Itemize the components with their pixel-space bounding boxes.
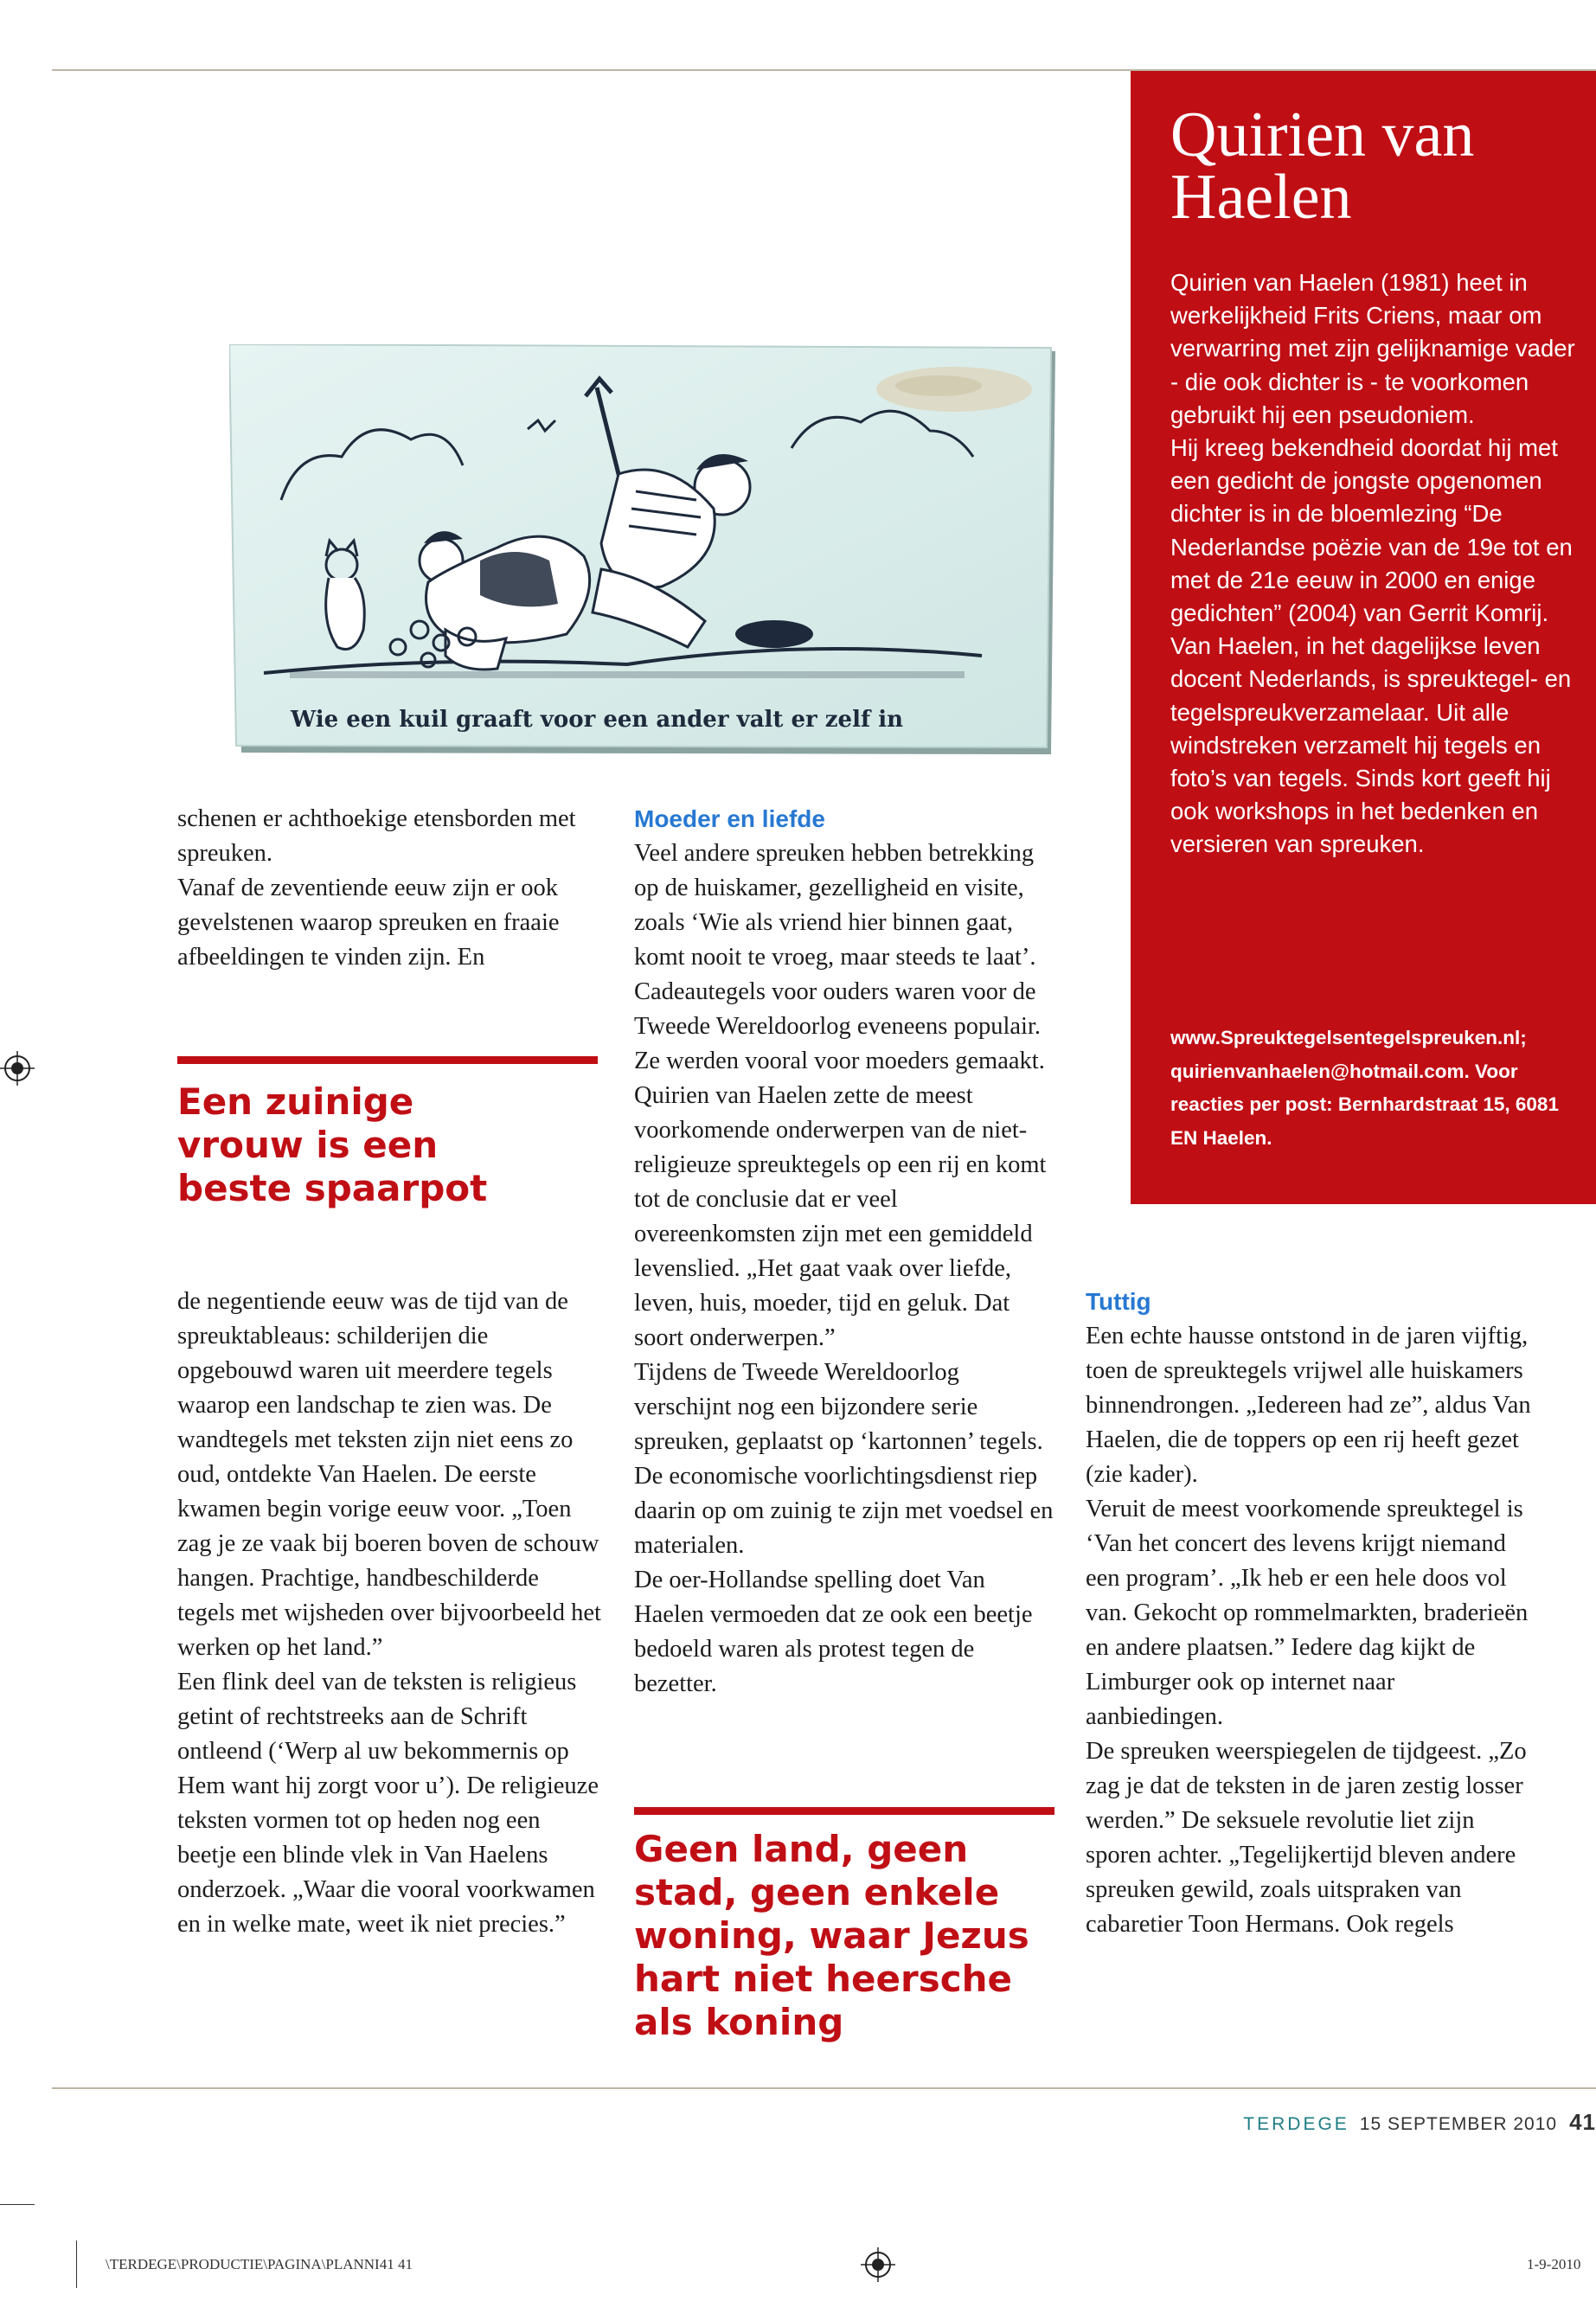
- subhead-moeder-en-liefde: Moeder en liefde: [634, 805, 825, 832]
- column-3: [1086, 1285, 1535, 1942]
- body-paragraph: Veruit de meest voorkomende spreuktegel is ‘Van het concert des levens krijgt niemand een program’. „Ik heb er een hele doos vol van. Gekocht op rommelmarkten, braderieën en andere plaatsen.” Iedere dag kijkt de Limburger ook op internet naar aanbiedingen.: [1086, 1496, 1529, 1730]
- body-paragraph: Veel andere spreuken hebben betrekking op de huiskamer, gezelligheid en visite, zoals ‘Wie als vriend hier binnen gaat, komt nooit te vroeg, maar steeds te laat’. Cadeautegels voor ouders waren voor de Tweede Wereldoorlog eveneens populair. Ze werden vooral voor moeders gemaakt. Quirien van Haelen zette de meest voorkomende onderwerpen van de niet-religieuze spreuktegels op een rij en komt tot de conclusie dat er veel overeenkomsten zijn met een gemiddeld levenslied. „Het gaat vaak over liefde, leven, huis, moeder, tijd en geluk. Dat soort onderwerpen.”: [634, 840, 1047, 1351]
- body-paragraph: Tijdens de Tweede Wereldoorlog verschijnt nog een bijzondere serie spreuken, geplaatst op ‘kartonnen’ tegels. De economische voorlichtingsdienst riep daarin op om zuinig te zijn met voedsel en materialen.: [634, 1359, 1054, 1559]
- page-folio: [1176, 2109, 1596, 2136]
- column-2: [634, 802, 1058, 1702]
- slug-date: 1-9-2010: [1527, 2256, 1581, 2272]
- sidebar-body: [1170, 266, 1577, 862]
- body-paragraph: De oer-Hollandse spelling doet Van Haelen vermoeden dat ze ook een beetje bedoeld waren als protest tegen de bezetter.: [634, 1567, 1033, 1697]
- column-1-top: [177, 802, 601, 975]
- registration-mark-icon: [0, 1051, 35, 1086]
- crop-mark: [76, 2240, 77, 2288]
- pullquote-1: Een zuinige vrouw is een beste spaarpot: [177, 1080, 488, 1209]
- magazine-name: TERDEGE: [1243, 2114, 1349, 2134]
- body-paragraph: Een echte hausse ontstond in de jaren vijftig, toen de spreuktegels vrijwel alle huiskamers binnendrongen. „Iedereen had ze”, aldus Van Haelen, die de toppers op een rij heeft gezet (zie kader).: [1086, 1323, 1531, 1488]
- column-1-bottom: [177, 1285, 601, 1942]
- body-paragraph: Een flink deel van de teksten is religieus getint of rechtstreeks aan de Schrift ontleend (‘Werp al uw bekommernis op Hem want hij zorgt voor u’). De religieuze teksten vormen tot op heden nog een beetje een blinde vlek in Van Haelens onderzoek. „Waar die vooral voorkwamen en in welke mate, weet ik niet precies.”: [177, 1669, 599, 1938]
- page-number: 41: [1569, 2109, 1596, 2135]
- pullquote-2: Geen land, geen stad, geen enkele woning, waar Jezus hart niet heersche als koning: [634, 1828, 1029, 2043]
- sidebar-box: [1131, 71, 1596, 1204]
- sidebar-paragraph: Quirien van Haelen (1981) heet in werkelijkheid Frits Criens, maar om verwarring met zijn gelijknamige vader - die ook dichter is - te voorkomen gebruikt hij een pseudoniem.: [1170, 269, 1575, 428]
- subhead-tuttig: Tuttig: [1086, 1288, 1151, 1315]
- tile-caption: Wie een kuil graaft voor een ander valt er zelf in: [291, 707, 903, 733]
- sidebar-contact: www.Spreuktegelsentegelspreuken.nl; quirienvanhaelen@hotmail.com. Voor reacties per post: Bernhardstraat 15, 6081 EN Haelen.: [1170, 1027, 1559, 1149]
- sidebar-paragraph: Van Haelen, in het dagelijkse leven docent Nederlands, is spreuktegel- en tegelspreukverzamelaar. Uit alle windstreken verzamelt hij tegels en foto’s van tegels. Sinds kort geeft hij ook workshops in het bedenken en versieren van spreuken.: [1170, 632, 1572, 858]
- slug-path: \TERDEGE\PRODUCTIE\PAGINA\PLANNI41 41: [106, 2256, 413, 2272]
- body-paragraph: Vanaf de zeventiende eeuw zijn er ook gevelstenen waarop spreuken en fraaie afbeeldingen te vinden zijn. En: [177, 875, 560, 971]
- body-paragraph: schenen er achthoekige etensborden met spreuken.: [177, 805, 576, 867]
- body-paragraph: De spreuken weerspiegelen de tijdgeest. „Zo zag je dat de teksten in de jaren zestig losser werden.” De seksuele revolutie liet zijn sporen achter. „Tegelijkertijd bleven andere spreuken gewild, zoals uitspraken van cabaretier Toon Hermans. Ook regels: [1086, 1738, 1527, 1938]
- pullquote-rule: [634, 1807, 1054, 1815]
- sidebar-title: Quirien van Haelen: [1170, 99, 1475, 233]
- registration-mark-icon: [861, 2247, 895, 2282]
- sidebar-paragraph: Hij kreeg bekendheid doordat hij met een gedicht de jongste opgenomen dichter is in de bloemlezing “De Nederlandse poëzie van de 19e tot en met de 21e eeuw in 2000 en enige gedichten” (2004) van Gerrit Komrij.: [1170, 434, 1573, 627]
- body-paragraph: de negentiende eeuw was de tijd van de spreuktableaus: schilderijen die opgebouwd waren uit meerdere tegels waarop een landschap te zien was. De wandtegels met teksten zijn niet eens zo oud, ontdekte Van Haelen. De eerste kwamen begin vorige eeuw voor. „Toen zag je ze vaak bij boeren boven de schouw hangen. Prachtige, handbeschilderde tegels met wijsheden over bijvoorbeeld het werken op het land.”: [177, 1288, 601, 1661]
- tile-photo: [229, 344, 1060, 761]
- bottom-rule: [52, 2087, 1596, 2089]
- pullquote-rule: [177, 1056, 598, 1064]
- crop-mark: [0, 2204, 35, 2205]
- issue-date: 15 SEPTEMBER 2010: [1359, 2114, 1558, 2134]
- tile-illustration: [229, 344, 1055, 754]
